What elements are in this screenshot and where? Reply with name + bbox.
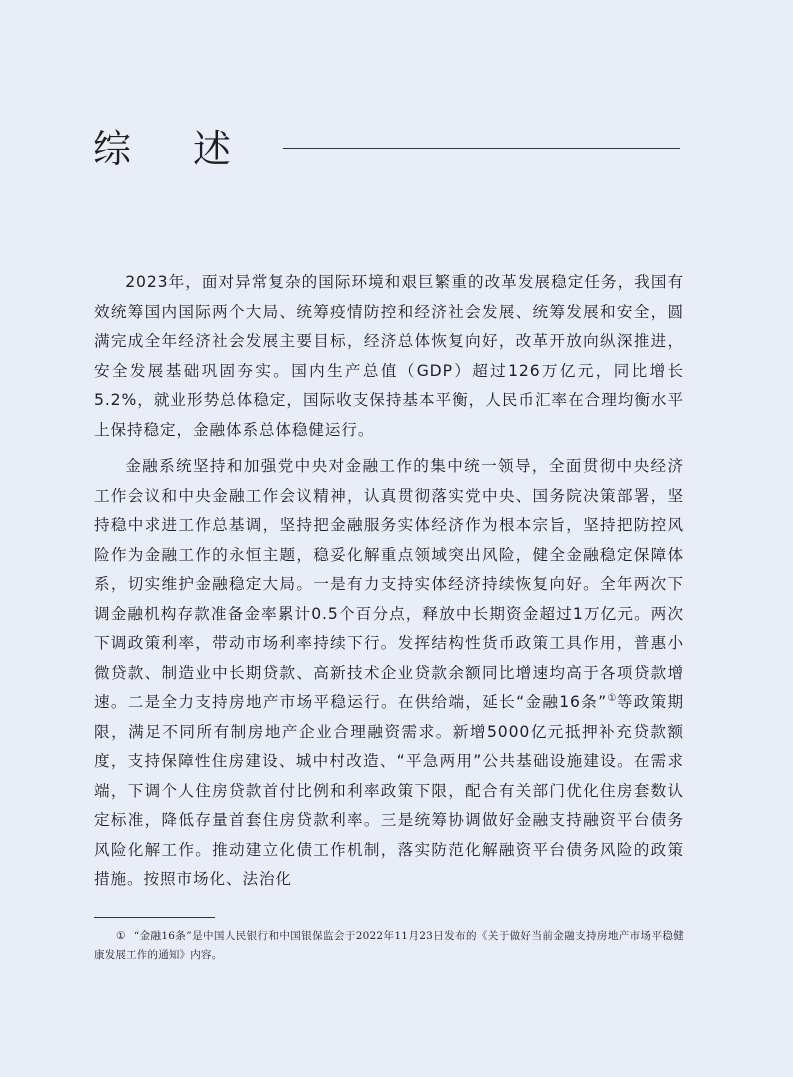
- heading-char-1: 综: [93, 127, 132, 171]
- paragraph-2-text-a: 金融系统坚持和加强党中央对金融工作的集中统一领导，全面贯彻中央经济工作会议和中央金融工作会议精神，认真贯彻落实党中央、国务院决策部署，坚持稳中求进工作总基调，坚持把金融服务实体经济作为根本宗旨，坚持把防控风险作为金融工作的永恒主题，稳妥化解重点领域突出风险，健全金融稳定保障体系，切实维护金融稳定大局。一是有力支持实体经济持续恢复向好。全年两次下调金融机构存款准备金率累计0.5个百分点，释放中长期资金超过1万亿元。两次下调政策利率，带动市场利率持续下行。发挥结构性货币政策工具作用，普惠小微贷款、制造业中长期贷款、高新技术企业贷款余额同比增速均高于各项贷款增速。二是全力支持房地产市场平稳运行。在供给端，延长“金融16条”: [94, 457, 684, 711]
- heading-rule-line: [283, 148, 680, 149]
- footnote: [94, 927, 684, 965]
- footnote-separator: [94, 917, 215, 918]
- body-text: [94, 268, 684, 895]
- paragraph-2: [94, 452, 684, 895]
- paragraph-2-text-b: 等政策期限，满足不同所有制房地产企业合理融资需求。新增5000亿元抵押补充贷款额度，支持保障性住房建设、城中村改造、“平急两用”公共基础设施建设。在需求端，下调个人住房贷款首付比例和利率政策下限，配合有关部门优化住房套数认定标准，降低存量首套住房贷款利率。三是统筹协调做好金融支持融资平台债务风险化解工作。推动建立化债工作机制，落实防范化解融资平台债务风险的政策措施。按照市场化、法治化: [94, 693, 684, 888]
- footnote-text: “金融16条”是中国人民银行和中国银保监会于2022年11月23日发布的《关于做好当前金融支持房地产市场平稳健康发展工作的通知》内容。: [94, 930, 684, 961]
- section-heading: [93, 126, 231, 172]
- paragraph-1: 2023年，面对异常复杂的国际环境和艰巨繁重的改革发展稳定任务，我国有效统筹国内国际两个大局、统筹疫情防控和经济社会发展、统筹发展和安全，圆满完成全年经济社会发展主要目标，经济总体恢复向好，改革开放向纵深推进，安全发展基础巩固夯实。国内生产总值（GDP）超过126万亿元，同比增长5.2%，就业形势总体稳定，国际收支保持基本平衡，人民币汇率在合理均衡水平上保持稳定，金融体系总体稳健运行。: [94, 273, 684, 439]
- heading-char-2: 述: [193, 127, 232, 171]
- footnote-mark: ①: [116, 930, 126, 942]
- footnote-reference[interactable]: ①: [607, 693, 617, 704]
